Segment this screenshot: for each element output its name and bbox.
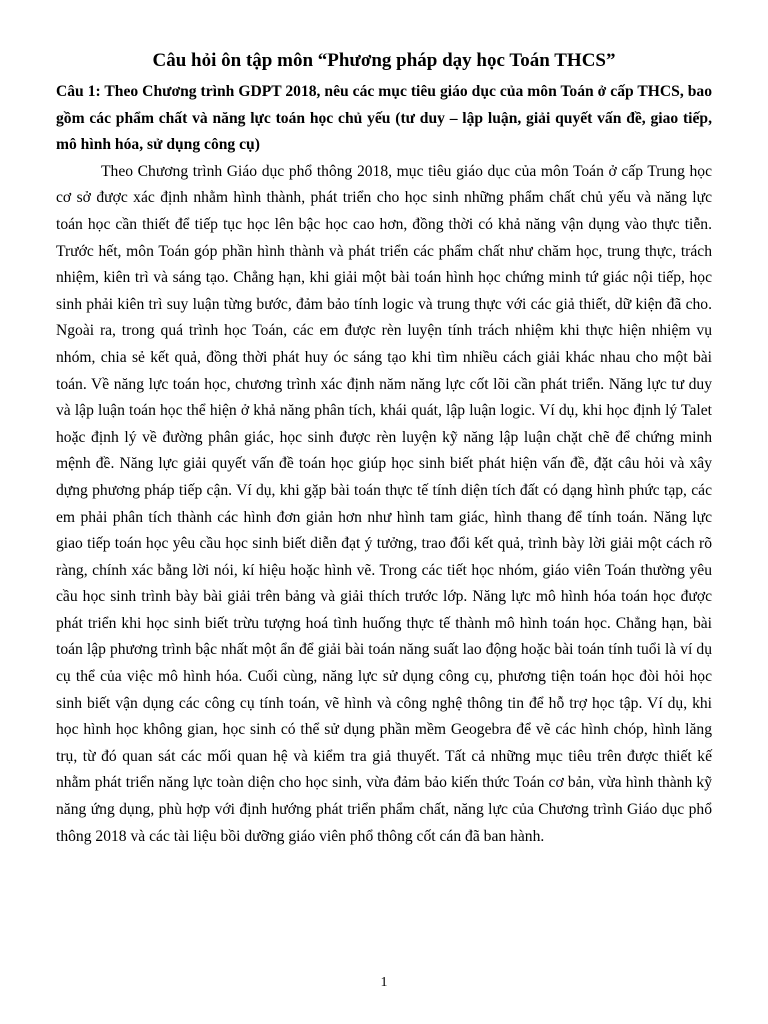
document-page bbox=[56, 48, 712, 850]
page-number: 1 bbox=[380, 975, 388, 990]
question-1: Câu 1: Theo Chương trình GDPT 2018, nêu các mục tiêu giáo dục của môn Toán ở cấp THCS, bao gồm các phẩm chất và năng lực toán học chủ yếu (tư duy – lập luận, giải quyết vấn đề, giao tiếp, mô hình hóa, sử dụng công cụ) bbox=[56, 83, 712, 154]
answer-paragraph: Theo Chương trình Giáo dục phổ thông 2018, mục tiêu giáo dục của môn Toán ở cấp Trung học cơ sở được xác định nhằm hình thành, phát triển cho học sinh những phẩm chất chủ yếu và năng lực toán học cần thiết để tiếp tục học lên bậc học cao hơn, đồng thời có khả năng vận dụng vào thực tiễn. Trước hết, môn Toán góp phần hình thành và phát triển các phẩm chất như chăm học, trung thực, trách nhiệm, kiên trì và sáng tạo. Chẳng hạn, khi giải một bài toán hình học chứng minh tứ giác nội tiếp, học sinh phải kiên trì suy luận từng bước, đảm bảo tính logic và trung thực với các giả thiết, dữ kiện đã cho. Ngoài ra, trong quá trình học Toán, các em được rèn luyện tính trách nhiệm khi thực hiện nhiệm vụ nhóm, chia sẻ kết quả, đồng thời phát huy óc sáng tạo khi tìm nhiều cách giải khác nhau cho một bài toán. Về năng lực toán học, chương trình xác định năm năng lực cốt lõi cần phát triển. Năng lực tư duy và lập luận toán học thể hiện ở khả năng phân tích, khái quát, lập luận logic. Ví dụ, khi học định lý Talet hoặc định lý về đường phân giác, học sinh được rèn luyện kỹ năng lập luận chặt chẽ để chứng minh mệnh đề. Năng lực giải quyết vấn đề toán học giúp học sinh biết phát hiện vấn đề, đặt câu hỏi và xây dựng phương pháp tiếp cận. Ví dụ, khi gặp bài toán thực tế tính diện tích đất có dạng hình phức tạp, các em phải phân tích thành các hình đơn giản hơn như hình tam giác, hình thang để tính toán. Năng lực giao tiếp toán học yêu cầu học sinh biết diễn đạt ý tưởng, trao đổi kết quả, trình bày lời giải một cách rõ ràng, chính xác bằng lời nói, kí hiệu hoặc hình vẽ. Trong các tiết học nhóm, giáo viên Toán thường yêu cầu học sinh trình bày bài giải trên bảng và giải thích trước lớp. Năng lực mô hình hóa toán học được phát triển khi học sinh biết trừu tượng hoá tình huống thực tế thành mô hình toán học. Chẳng hạn, bài toán lập phương trình bậc nhất một ẩn để giải bài toán năng suất lao động hoặc bài toán tính tuổi là ví dụ cụ thể của việc mô hình hóa. Cuối cùng, năng lực sử dụng công cụ, phương tiện toán học đòi hỏi học sinh biết vận dụng các công cụ tính toán, vẽ hình và công nghệ thông tin để hỗ trợ học tập. Ví dụ, khi học hình học không gian, học sinh có thể sử dụng phần mềm Geogebra để vẽ các hình chóp, hình lăng trụ, từ đó quan sát các mối quan hệ và kiểm tra giả thuyết. Tất cả những mục tiêu trên được thiết kế nhằm phát triển năng lực toàn diện cho học sinh, vừa đảm bảo kiến thức Toán cơ bản, vừa hình thành kỹ năng ứng dụng, phù hợp với định hướng phát triển phẩm chất, năng lực của Chương trình Giáo dục phổ thông 2018 và các tài liệu bồi dưỡng giáo viên phổ thông cốt cán đã ban hành. bbox=[56, 162, 712, 845]
document-title: Câu hỏi ôn tập môn “Phương pháp dạy học Toán THCS” bbox=[152, 50, 616, 71]
